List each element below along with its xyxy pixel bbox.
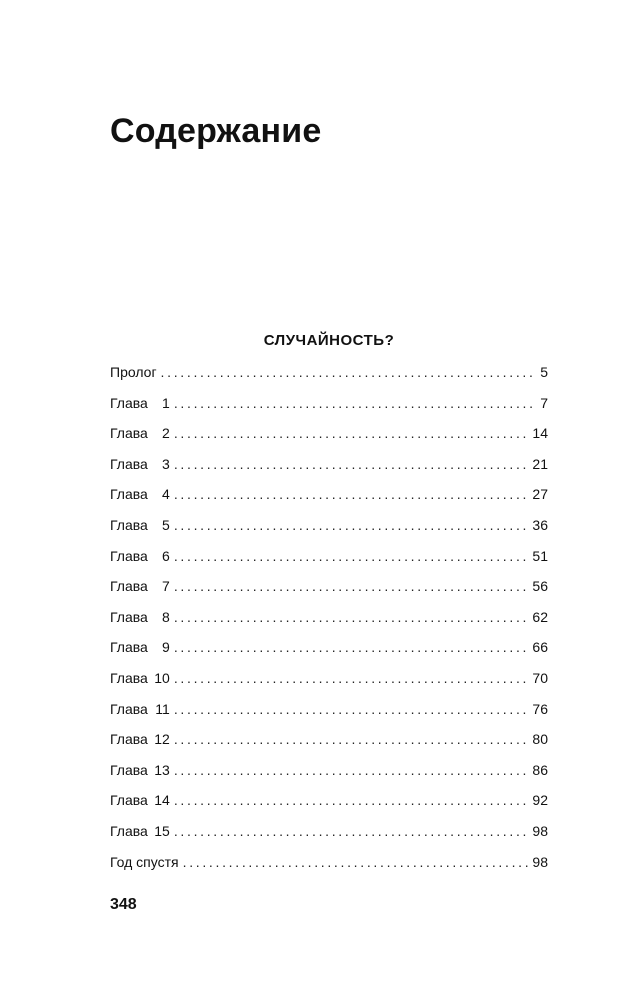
toc-entry-label: Пролог xyxy=(110,364,157,380)
toc-entry-label: Глава 8 xyxy=(110,608,170,625)
toc-entry-label: Глава 15 xyxy=(110,822,170,839)
toc-entry-page: 98 xyxy=(532,822,548,839)
toc-entry-chapter-1[interactable] xyxy=(110,395,548,426)
dot-leader xyxy=(174,425,529,441)
dot-leader xyxy=(174,517,529,533)
dot-leader xyxy=(174,548,529,564)
toc-entry-chapter-12[interactable] xyxy=(110,731,548,762)
toc-entry-label: Глава 2 xyxy=(110,425,170,442)
page-title: Содержание xyxy=(110,112,322,150)
toc-entry-label: Глава 11 xyxy=(110,700,170,717)
toc-entry-chapter-13[interactable] xyxy=(110,762,548,793)
dot-leader xyxy=(174,609,529,625)
toc-entry-chapter-15[interactable] xyxy=(110,823,548,854)
toc-entry-page: 14 xyxy=(532,425,548,442)
toc-entry-page: 80 xyxy=(532,731,548,748)
dot-leader xyxy=(174,792,529,808)
dot-leader xyxy=(174,486,529,502)
toc-entry-chapter-11[interactable] xyxy=(110,701,548,732)
toc-entry-prologue[interactable] xyxy=(110,364,548,395)
toc-entry-chapter-3[interactable] xyxy=(110,456,548,487)
toc-entry-page: 70 xyxy=(532,669,548,686)
toc-entry-page: 5 xyxy=(540,364,548,380)
toc-entry-page: 98 xyxy=(532,853,548,870)
toc-entry-label: Год спустя xyxy=(110,853,179,870)
toc-entry-page: 76 xyxy=(532,700,548,717)
toc-entry-chapter-2[interactable] xyxy=(110,425,548,456)
dot-leader xyxy=(174,578,529,594)
toc-entry-chapter-8[interactable] xyxy=(110,609,548,640)
table-of-contents xyxy=(110,364,548,884)
toc-entry-label: Глава 1 xyxy=(110,394,170,411)
toc-entry-chapter-4[interactable] xyxy=(110,486,548,517)
toc-entry-page: 56 xyxy=(532,578,548,595)
toc-entry-chapter-7[interactable] xyxy=(110,578,548,609)
dot-leader xyxy=(174,823,529,839)
dot-leader xyxy=(161,364,537,380)
toc-entry-label: Глава 7 xyxy=(110,578,170,595)
toc-entry-page: 36 xyxy=(532,516,548,533)
toc-entry-year-later[interactable] xyxy=(110,854,548,885)
toc-entry-label: Глава 12 xyxy=(110,731,170,748)
toc-entry-page: 66 xyxy=(532,639,548,656)
toc-entry-chapter-9[interactable] xyxy=(110,639,548,670)
toc-entry-chapter-10[interactable] xyxy=(110,670,548,701)
dot-leader xyxy=(174,456,529,472)
page-number: 348 xyxy=(110,896,137,913)
toc-entry-label: Глава 14 xyxy=(110,792,170,809)
toc-entry-label: Глава 4 xyxy=(110,486,170,503)
toc-entry-chapter-6[interactable] xyxy=(110,548,548,579)
dot-leader xyxy=(183,854,529,870)
toc-entry-page: 86 xyxy=(532,761,548,778)
dot-leader xyxy=(174,762,529,778)
toc-entry-label: Глава 13 xyxy=(110,761,170,778)
toc-entry-label: Глава 9 xyxy=(110,639,170,656)
dot-leader xyxy=(174,731,529,747)
toc-entry-page: 51 xyxy=(532,547,548,564)
toc-entry-chapter-5[interactable] xyxy=(110,517,548,548)
toc-entry-page: 27 xyxy=(532,486,548,503)
toc-entry-page: 62 xyxy=(532,608,548,625)
toc-entry-page: 7 xyxy=(540,394,548,411)
toc-entry-label: Глава 3 xyxy=(110,455,170,472)
toc-entry-page: 92 xyxy=(532,792,548,809)
toc-entry-label: Глава 10 xyxy=(110,669,170,686)
dot-leader xyxy=(174,670,529,686)
toc-entry-page: 21 xyxy=(532,455,548,472)
dot-leader xyxy=(174,639,529,655)
dot-leader xyxy=(174,395,536,411)
dot-leader xyxy=(174,701,529,717)
toc-entry-label: Глава 6 xyxy=(110,547,170,564)
section-title: СЛУЧАЙНОСТЬ? xyxy=(263,332,395,349)
toc-entry-label: Глава 5 xyxy=(110,516,170,533)
toc-entry-chapter-14[interactable] xyxy=(110,792,548,823)
